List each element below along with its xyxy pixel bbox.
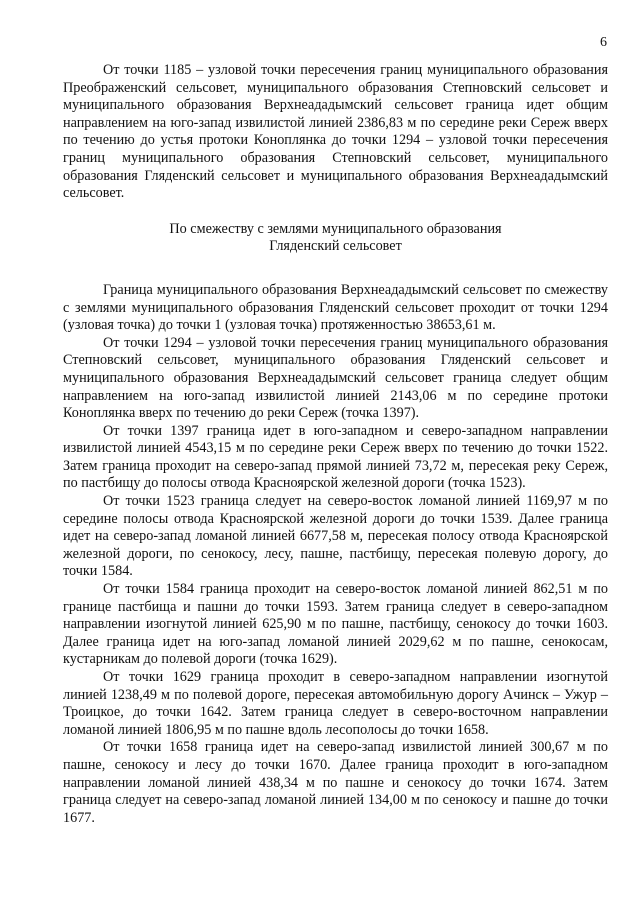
paragraph: От точки 1523 граница следует на северо-восток ломаной линией 1169,97 м по середине полосы отвода Красноярской железной дороги до точки 1539. Далее граница идет на северо-запад ломаной линией 6677,58 м, пересекая полосу отвода Красноярской железной дороги, по сенокосу, лесу, пашне, пастбищу, пересекая полевую дорогу, до точки 1584. (63, 493, 608, 580)
section-heading (63, 221, 608, 256)
paragraph: От точки 1658 граница идет на северо-запад извилистой линией 300,67 м по пашне, сенокосу и лесу до точки 1670. Далее граница проходит в юго-западном направлении ломаной линией 438,34 м по пашне и сенокосу до точки 1674. Затем граница следует на северо-запад ломаной линией 134,00 м по сенокосу и пашне до точки 1677. (63, 739, 608, 826)
paragraph: От точки 1629 граница проходит в северо-западном направлении изогнутой линией 1238,49 м по полевой дороге, пересекая автомобильную дорогу Ачинск – Ужур – Троицкое, до точки 1642. Затем граница следует в северо-восточном направлении ломаной линией 1806,95 м по пашне вдоль лесополосы до точки 1658. (63, 669, 608, 738)
paragraph: От точки 1584 граница проходит на северо-восток ломаной линией 862,51 м по границе пастбища и пашни до точки 1593. Затем граница следует в северо-западном направлении изогнутой линией 625,90 м по пашне, пастбищу, сенокосу до точки 1603. Далее граница идет на юго-запад ломаной линией 2029,62 м по пашне, сенокосам, кустарникам до полевой дороги (точка 1629). (63, 581, 608, 668)
spacer (63, 274, 608, 282)
paragraph: От точки 1294 – узловой точки пересечения границ муниципального образования Степновский сельсовет, муниципального образования Гляденский сельсовет и муниципального образования Верхнеададымский сельсовет граница следует общим направлением на юго-запад извилистой линией 2143,06 м по середине протоки Коноплянка вверх по течению до реки Сереж (точка 1397). (63, 334, 608, 422)
page-number: 6 (600, 35, 607, 50)
document-body (63, 62, 608, 827)
paragraph: От точки 1397 граница идет в юго-западном и северо-западном направлении извилистой линией 4543,15 м по середине реки Сереж вверх по течению до точки 1522. Затем граница проходит на северо-запад прямой линией 73,72 м, пересекая реку Сереж, по пастбищу до полосы отвода Красноярской железной дороги (точка 1523). (63, 422, 608, 492)
paragraph: От точки 1185 – узловой точки пересечения границ муниципального образования Преображенский сельсовет, муниципального образования Степновский сельсовет и муниципального образования Верхнеададымский сельсовет граница идет общим направлением на юго-запад извилистой линией 2386,83 м по середине реки Сереж вверх по течению до устья протоки Коноплянка до точки 1294 – узловой точки пересечения границ муниципального образования Степновский сельсовет, муниципального образования Гляденский сельсовет и муниципального образования Верхнеададымский сельсовет. (63, 62, 608, 202)
paragraph: Граница муниципального образования Верхнеададымский сельсовет по смежеству с землями муниципального образования Гляденский сельсовет проходит от точки 1294 (узловая точка) до точки 1 (узловая точка) протяженностью 38653,61 м. (63, 281, 608, 334)
section-heading-line: Гляденский сельсовет (269, 238, 402, 255)
section-heading-line: По смежеству с землями муниципального образования (169, 220, 502, 237)
